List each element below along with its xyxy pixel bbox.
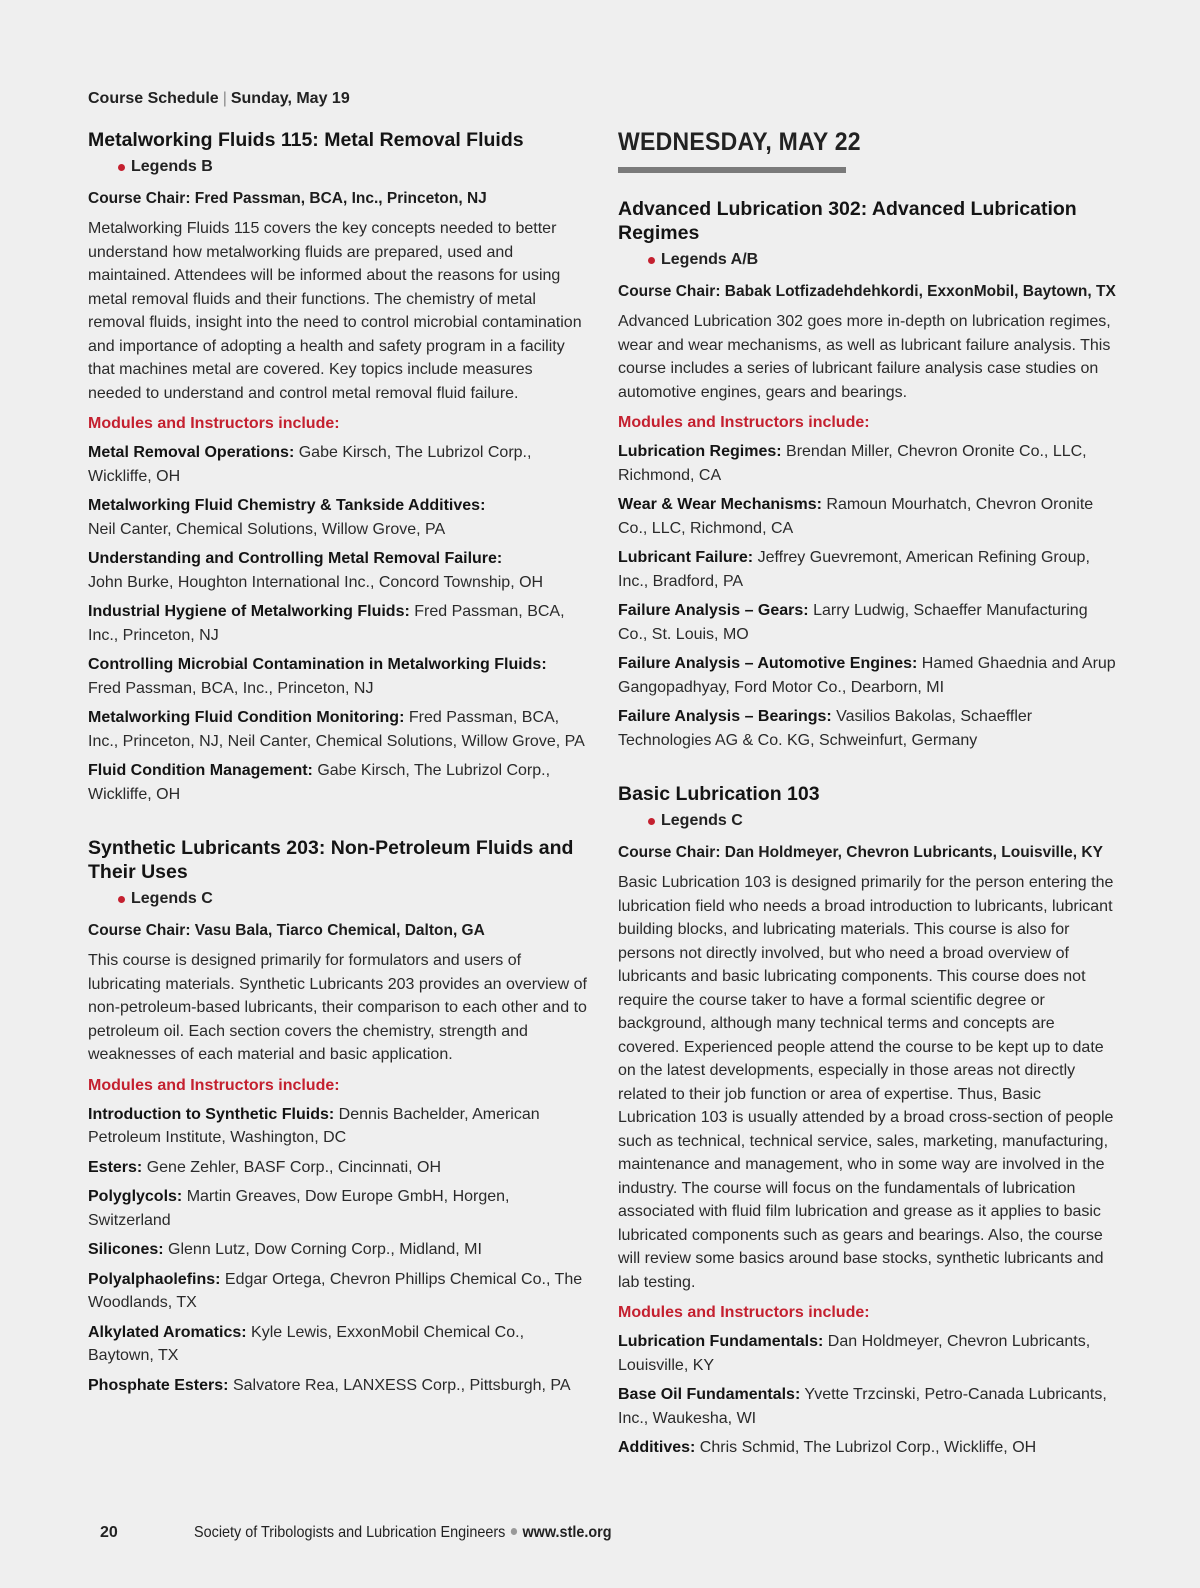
modules-heading: Modules and Instructors include: bbox=[618, 1304, 870, 1321]
bullet-icon bbox=[648, 818, 655, 825]
course-title: Metalworking Fluids 115: Metal Removal Fluids bbox=[88, 129, 524, 151]
legend-label: Legends A/B bbox=[648, 251, 1118, 269]
course-description: Basic Lubrication 103 is designed primarily for the person entering the lubrication field who needs a broad introduction to lubricants, lubricant building blocks, and lubricating materials. This course is also for persons not directly involved, but who need a broad overview of lubricants and basic lubricating components. This course does not require the course taker to have a formal scientific degree or background, although many technical terms and concepts are covered. Experienced people attend the course to be kept up to date on the latest developments, especially in those areas not directly related to their job function or area of expertise. Thus, Basic Lubrication 103 is usually attended by a broad cross-section of people such as technical, technical service, sales, marketing, manufacturing, maintenance and management, who in some way are involved in the industry. The course will focus on the fundamentals of lubrication associated with fluid film lubrication and grease as it applies to basic lubricated components such as gears and bearings. Also, the course will review some basics around base stocks, synthetic lubricants and lab testing. bbox=[618, 874, 1114, 1291]
course-basic-lubrication-103 bbox=[618, 782, 1118, 1460]
course-chair: Course Chair: Babak Lotfizadehdehkordi, ExxonMobil, Baytown, TX bbox=[618, 283, 1116, 300]
module-item: Wear & Wear Mechanisms: Ramoun Mourhatch, Chevron Oronite Co., LLC, Richmond, CA bbox=[618, 496, 1094, 537]
module-item: Fluid Condition Management: Gabe Kirsch, The Lubrizol Corp., Wickliffe, OH bbox=[88, 762, 551, 803]
footer-url[interactable]: www.stle.org bbox=[522, 1524, 612, 1541]
module-item: Metalworking Fluid Chemistry & Tankside Additives: Neil Canter, Chemical Solutions, Willow Grove, PA bbox=[88, 497, 486, 538]
legend-label: Legends B bbox=[118, 158, 588, 176]
left-column bbox=[88, 128, 588, 1427]
course-synthetic-lubricants-203 bbox=[88, 836, 588, 1397]
page-number: 20 bbox=[100, 1524, 118, 1541]
module-item: Controlling Microbial Contamination in Metalworking Fluids: Fred Passman, BCA, Inc., Princeton, NJ bbox=[88, 656, 547, 697]
module-item: Phosphate Esters: Salvatore Rea, LANXESS Corp., Pittsburgh, PA bbox=[88, 1376, 571, 1394]
module-item: Polyalphaolefins: Edgar Ortega, Chevron Phillips Chemical Co., The Woodlands, TX bbox=[88, 1270, 583, 1311]
module-item: Additives: Chris Schmid, The Lubrizol Corp., Wickliffe, OH bbox=[618, 1439, 1037, 1456]
day-heading-rule bbox=[618, 167, 846, 173]
module-item: Base Oil Fundamentals: Yvette Trzcinski, Petro-Canada Lubricants, Inc., Waukesha, WI bbox=[618, 1386, 1107, 1427]
bullet-icon bbox=[511, 1528, 517, 1535]
header-separator: | bbox=[222, 90, 227, 107]
modules-heading: Modules and Instructors include: bbox=[88, 415, 340, 432]
course-chair: Course Chair: Dan Holdmeyer, Chevron Lubricants, Louisville, KY bbox=[618, 844, 1103, 861]
course-title: Basic Lubrication 103 bbox=[618, 783, 820, 805]
course-advanced-lubrication-302 bbox=[618, 197, 1118, 752]
legend-label: Legends C bbox=[118, 890, 588, 908]
header-section: Course Schedule bbox=[88, 90, 219, 107]
course-title: Synthetic Lubricants 203: Non-Petroleum Fluids and Their Uses bbox=[88, 837, 574, 883]
module-item: Lubrication Regimes: Brendan Miller, Chevron Oronite Co., LLC, Richmond, CA bbox=[618, 443, 1087, 484]
module-item: Silicones: Glenn Lutz, Dow Corning Corp., Midland, MI bbox=[88, 1241, 482, 1258]
course-description: Metalworking Fluids 115 covers the key concepts needed to better understand how metalworking fluids are prepared, used and maintained. Attendees will be informed about the reasons for using metal removal fluids and their functions. The chemistry of metal removal fluids, insight into the need to control microbial contamination and importance of adopting a health and safety program in a facility that machines metal are covered. Key topics include measures needed to understand and control metal removal fluid failure. bbox=[88, 220, 582, 402]
module-item: Failure Analysis – Gears: Larry Ludwig, Schaeffer Manufacturing Co., St. Louis, MO bbox=[618, 602, 1088, 643]
module-item: Metal Removal Operations: Gabe Kirsch, The Lubrizol Corp., Wickliffe, OH bbox=[88, 444, 532, 485]
module-item: Polyglycols: Martin Greaves, Dow Europe GmbH, Horgen, Switzerland bbox=[88, 1188, 510, 1229]
module-item: Lubricant Failure: Jeffrey Guevremont, American Refining Group, Inc., Bradford, PA bbox=[618, 549, 1090, 590]
course-title: Advanced Lubrication 302: Advanced Lubrication Regimes bbox=[618, 198, 1077, 244]
bullet-icon bbox=[118, 164, 125, 171]
module-item: Introduction to Synthetic Fluids: Dennis Bachelder, American Petroleum Institute, Washington, DC bbox=[88, 1105, 540, 1146]
course-description: Advanced Lubrication 302 goes more in-depth on lubrication regimes, wear and wear mechanisms, as well as lubricant failure analysis. This course includes a series of lubricant failure analysis case studies on automotive engines, gears and bearings. bbox=[618, 313, 1111, 401]
course-chair: Course Chair: Fred Passman, BCA, Inc., Princeton, NJ bbox=[88, 190, 487, 207]
legend-label: Legends C bbox=[648, 812, 1118, 830]
module-item: Understanding and Controlling Metal Removal Failure: John Burke, Houghton International Inc., Concord Township, OH bbox=[88, 550, 544, 591]
module-item: Failure Analysis – Automotive Engines: Hamed Ghaednia and Arup Gangopadhyay, Ford Motor Co., Dearborn, MI bbox=[618, 655, 1116, 696]
module-item: Alkylated Aromatics: Kyle Lewis, ExxonMobil Chemical Co., Baytown, TX bbox=[88, 1323, 525, 1364]
modules-heading: Modules and Instructors include: bbox=[618, 414, 870, 431]
module-item: Industrial Hygiene of Metalworking Fluids: Fred Passman, BCA, Inc., Princeton, NJ bbox=[88, 603, 565, 644]
header-date: Sunday, May 19 bbox=[230, 90, 350, 107]
bullet-icon bbox=[648, 257, 655, 264]
module-item: Esters: Gene Zehler, BASF Corp., Cincinnati, OH bbox=[88, 1158, 442, 1176]
module-item: Metalworking Fluid Condition Monitoring: Fred Passman, BCA, Inc., Princeton, NJ, Neil Canter, Chemical Solutions, Willow Grove, PA bbox=[88, 709, 585, 750]
modules-heading: Modules and Instructors include: bbox=[88, 1076, 340, 1094]
course-metalworking-fluids-115 bbox=[88, 128, 588, 806]
running-header bbox=[88, 90, 350, 108]
bullet-icon bbox=[118, 896, 125, 903]
course-description: This course is designed primarily for formulators and users of lubricating materials. Synthetic Lubricants 203 provides an overview of non-petroleum-based lubricants, their comparison to each other and to petroleum oil. Each section covers the chemistry, strength and weaknesses of each material and basic application. bbox=[88, 952, 587, 1063]
course-chair: Course Chair: Vasu Bala, Tiarco Chemical, Dalton, GA bbox=[88, 922, 485, 939]
right-column bbox=[618, 128, 1118, 1490]
day-heading: WEDNESDAY, MAY 22 bbox=[618, 128, 861, 156]
footer-org: Society of Tribologists and Lubrication Engineers www.stle.org bbox=[194, 1524, 612, 1541]
module-item: Lubrication Fundamentals: Dan Holdmeyer, Chevron Lubricants, Louisville, KY bbox=[618, 1333, 1091, 1374]
module-item: Failure Analysis – Bearings: Vasilios Bakolas, Schaeffler Technologies AG & Co. KG, Schweinfurt, Germany bbox=[618, 708, 1033, 749]
